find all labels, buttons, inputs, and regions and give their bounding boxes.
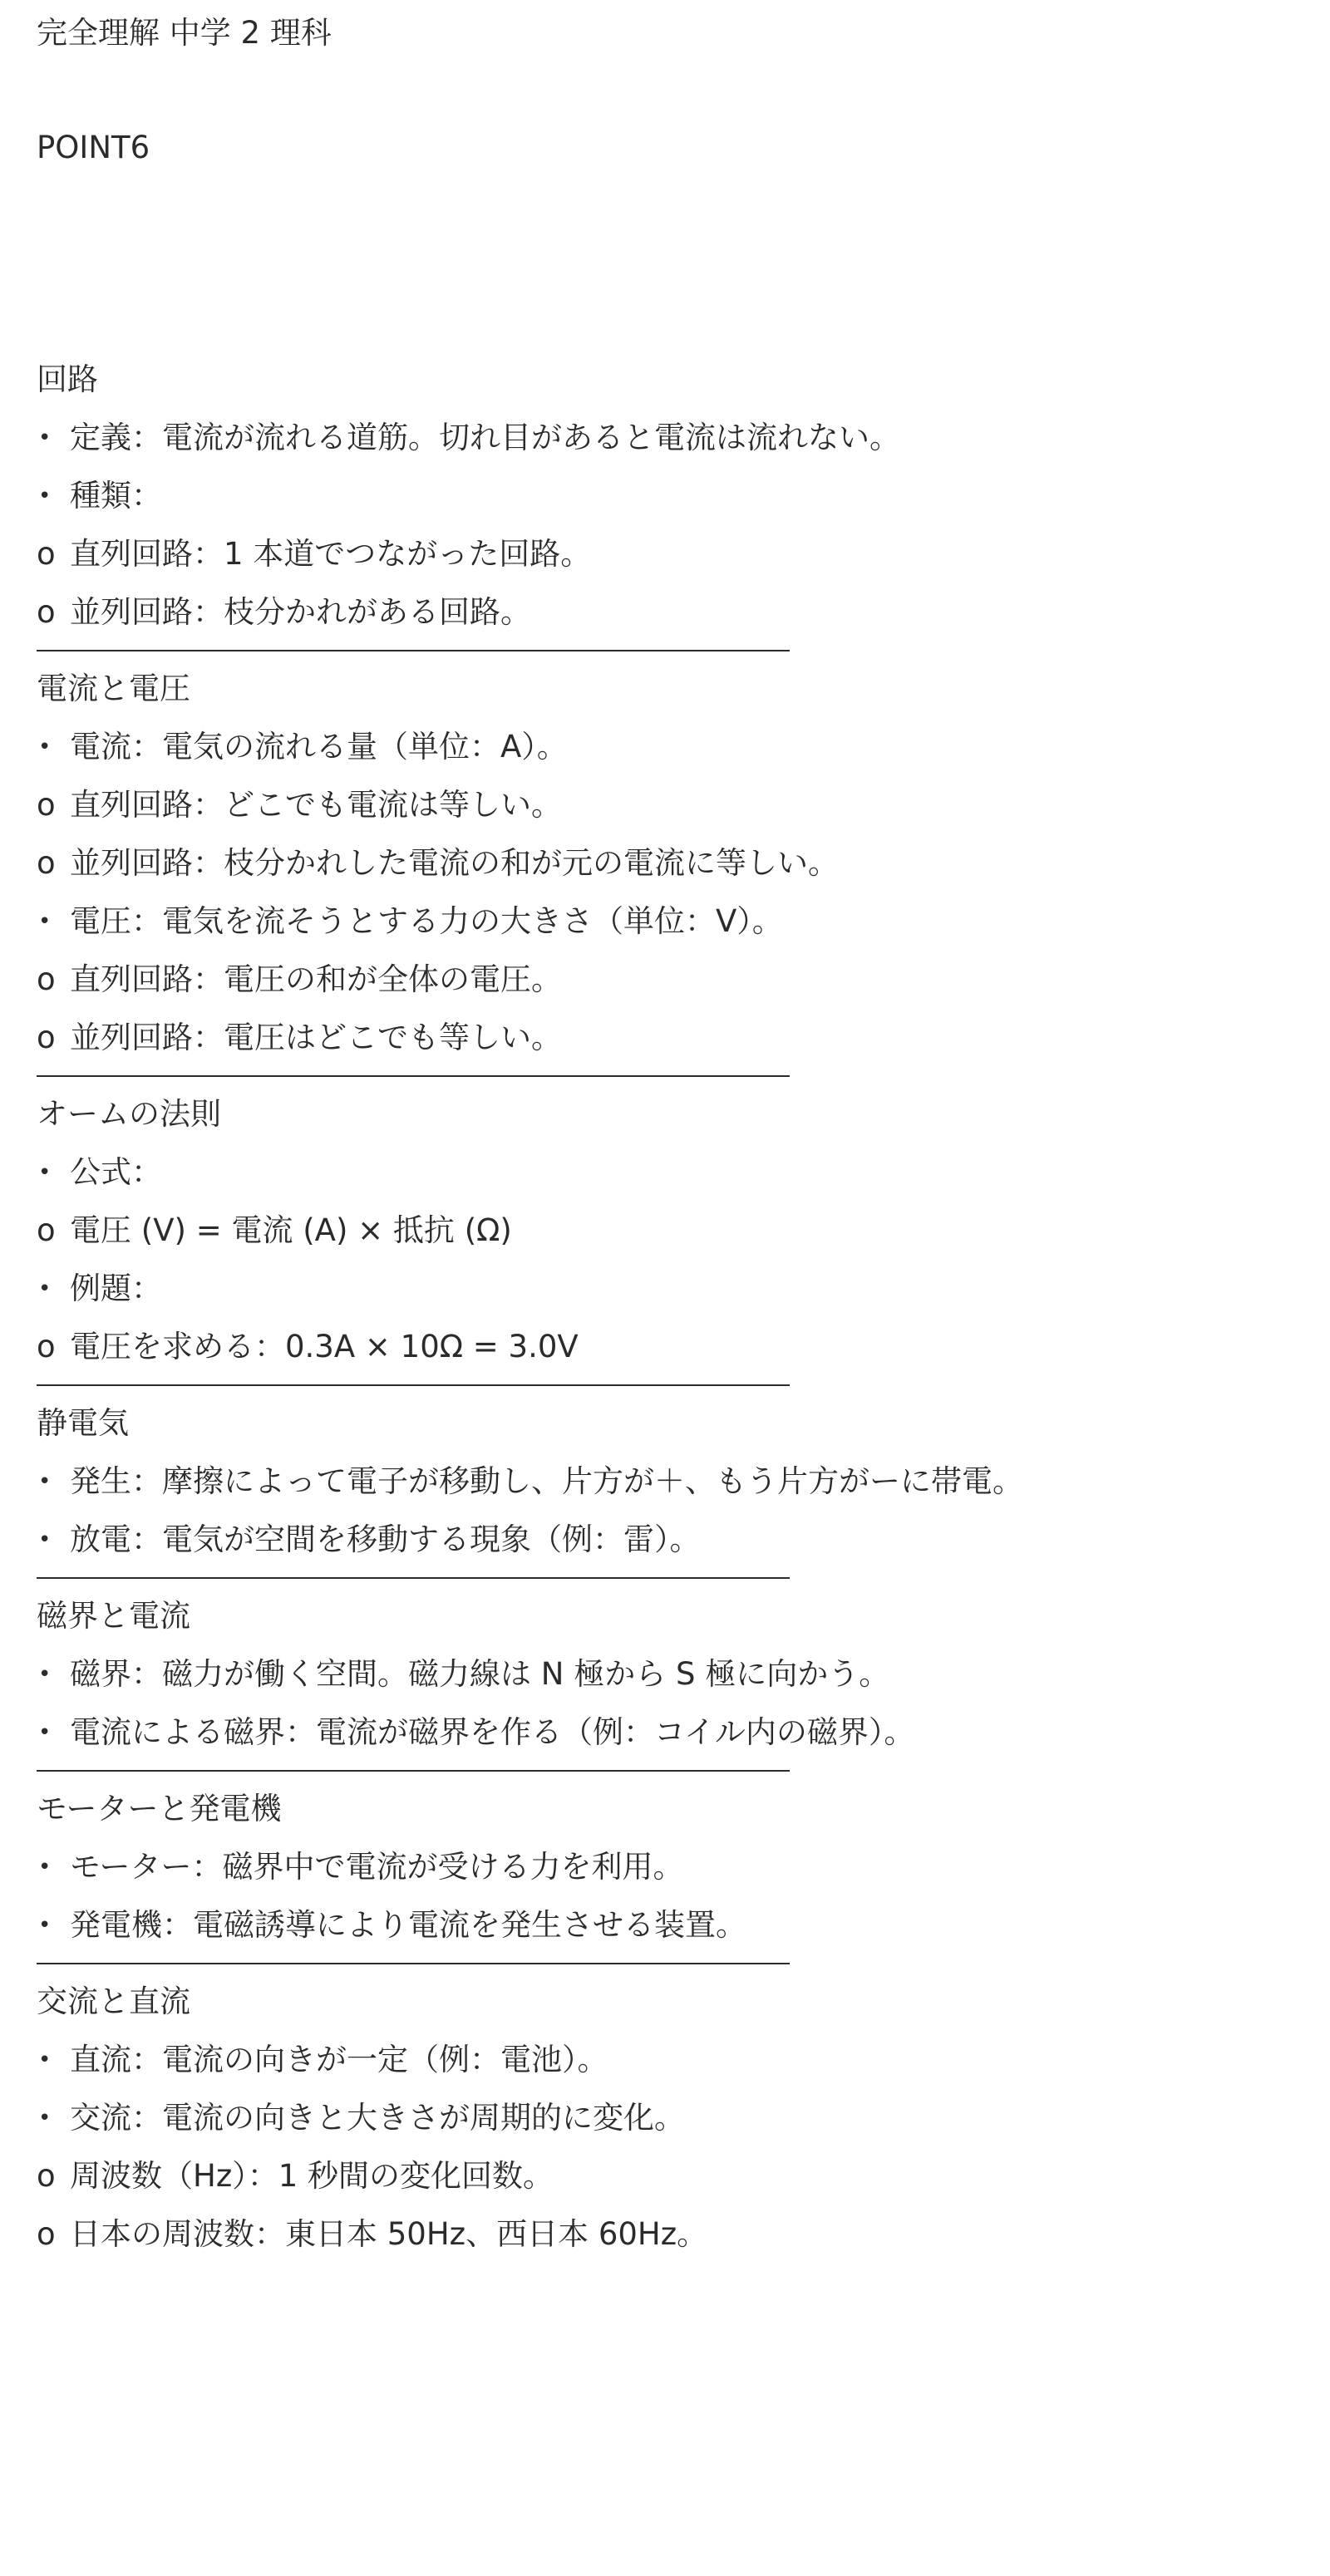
section-divider bbox=[37, 650, 790, 651]
section-heading: 静電気 bbox=[37, 1405, 129, 1441]
bullet-marker: • bbox=[38, 1913, 52, 1938]
sub-bullet-marker: o bbox=[37, 1212, 56, 1248]
section-heading: オームの法則 bbox=[37, 1096, 221, 1132]
sub-item bbox=[37, 1017, 1283, 1059]
notes-section bbox=[37, 668, 1283, 1059]
sub-item bbox=[37, 959, 1283, 1000]
section-divider bbox=[37, 1075, 790, 1077]
sub-bullet-marker: o bbox=[37, 1329, 56, 1364]
item-text: 並列回路：枝分かれした電流の和が元の電流に等しい。 bbox=[70, 845, 839, 881]
bullet-item bbox=[37, 1846, 1283, 1888]
sub-bullet-marker: o bbox=[37, 536, 56, 572]
item-text: 電流：電気の流れる量（単位：A）。 bbox=[70, 729, 568, 764]
bullet-marker: • bbox=[38, 1160, 52, 1185]
sub-bullet-marker: o bbox=[37, 2216, 56, 2252]
notes-section bbox=[37, 359, 1283, 633]
section-heading: 電流と電圧 bbox=[37, 671, 190, 706]
item-text: 発電機：電磁誘導により電流を発生させる装置。 bbox=[70, 1907, 746, 1943]
bullet-item bbox=[37, 1519, 1283, 1561]
item-text: 電流による磁界：電流が磁界を作る（例：コイル内の磁界）。 bbox=[70, 1714, 915, 1750]
sub-item bbox=[37, 784, 1283, 826]
section-divider bbox=[37, 1770, 790, 1772]
sub-bullet-marker: o bbox=[37, 2158, 56, 2194]
notes-section bbox=[37, 1981, 1283, 2255]
bullet-marker: • bbox=[38, 1662, 52, 1687]
item-text: 放電：電気が空間を移動する現象（例：雷）。 bbox=[70, 1522, 701, 1557]
document-header bbox=[37, 12, 332, 170]
item-text: 電圧を求める：0.3A × 10Ω = 3.0V bbox=[70, 1329, 579, 1364]
item-text: 電圧 (V) = 電流 (A) × 抵抗 (Ω) bbox=[70, 1212, 512, 1248]
notes-section bbox=[37, 1094, 1283, 1368]
bullet-marker: • bbox=[38, 1527, 52, 1552]
document-title: 完全理解 中学 2 理科 bbox=[37, 15, 332, 51]
sub-bullet-marker: o bbox=[37, 845, 56, 881]
bullet-item bbox=[37, 475, 1283, 517]
section-heading: 磁界と電流 bbox=[37, 1598, 190, 1634]
notes-section bbox=[37, 1595, 1283, 1753]
item-text: 日本の周波数：東日本 50Hz、西日本 60Hz。 bbox=[70, 2216, 708, 2252]
section-divider bbox=[37, 1963, 790, 1964]
item-text: 直流：電流の向きが一定（例：電池）。 bbox=[70, 2042, 608, 2077]
item-text: 種類： bbox=[70, 478, 162, 514]
bullet-item bbox=[37, 901, 1283, 942]
item-text: 直列回路：どこでも電流は等しい。 bbox=[70, 787, 562, 823]
bullet-marker: • bbox=[38, 425, 52, 450]
bullet-item bbox=[37, 2039, 1283, 2081]
bullet-item bbox=[37, 1461, 1283, 1502]
bullet-marker: • bbox=[38, 1469, 52, 1494]
sub-bullet-marker: o bbox=[37, 787, 56, 823]
bullet-item bbox=[37, 1905, 1283, 1946]
bullet-marker: • bbox=[38, 484, 52, 509]
item-text: 交流：電流の向きと大きさが周期的に変化。 bbox=[70, 2100, 685, 2136]
item-text: 並列回路：枝分かれがある回路。 bbox=[70, 594, 531, 630]
bullet-item bbox=[37, 1712, 1283, 1753]
item-text: 直列回路：1 本道でつながった回路。 bbox=[70, 536, 592, 572]
bullet-item bbox=[37, 1268, 1283, 1310]
bullet-marker: • bbox=[38, 1276, 52, 1301]
item-text: モーター：磁界中で電流が受ける力を利用。 bbox=[70, 1849, 684, 1885]
bullet-marker: • bbox=[38, 735, 52, 760]
item-text: 公式： bbox=[70, 1154, 162, 1190]
bullet-marker: • bbox=[38, 2048, 52, 2072]
sub-item bbox=[37, 592, 1283, 633]
item-text: 並列回路：電圧はどこでも等しい。 bbox=[70, 1020, 562, 1055]
sub-item bbox=[37, 2214, 1283, 2255]
item-text: 電圧：電気を流そうとする力の大きさ（単位：V）。 bbox=[70, 903, 783, 939]
bullet-marker: • bbox=[38, 1855, 52, 1880]
item-text: 周波数（Hz）：1 秒間の変化回数。 bbox=[70, 2158, 554, 2194]
bullet-marker: • bbox=[38, 1720, 52, 1745]
notes-section bbox=[37, 1788, 1283, 1946]
sub-item bbox=[37, 843, 1283, 884]
notes-section bbox=[37, 1403, 1283, 1561]
sub-bullet-marker: o bbox=[37, 961, 56, 997]
bullet-item bbox=[37, 1654, 1283, 1695]
bullet-item bbox=[37, 417, 1283, 459]
section-divider bbox=[37, 1577, 790, 1579]
item-text: 発生：摩擦によって電子が移動し、片方が＋、もう片方がーに帯電。 bbox=[70, 1463, 1023, 1499]
item-text: 直列回路：電圧の和が全体の電圧。 bbox=[70, 961, 562, 997]
bullet-item bbox=[37, 726, 1283, 768]
sub-bullet-marker: o bbox=[37, 1020, 56, 1055]
sub-item bbox=[37, 2156, 1283, 2197]
section-heading: モーターと発電機 bbox=[37, 1791, 282, 1826]
section-divider bbox=[37, 1384, 790, 1386]
sub-bullet-marker: o bbox=[37, 594, 56, 630]
item-text: 例題： bbox=[70, 1271, 162, 1306]
item-text: 磁界：磁力が働く空間。磁力線は N 極から S 極に向かう。 bbox=[70, 1656, 890, 1692]
sub-item bbox=[37, 1210, 1283, 1251]
notes-content bbox=[37, 359, 1283, 2272]
bullet-item bbox=[37, 1152, 1283, 1193]
section-heading: 回路 bbox=[37, 361, 98, 397]
item-text: 定義：電流が流れる道筋。切れ目があると電流は流れない。 bbox=[70, 420, 900, 455]
bullet-marker: • bbox=[38, 2106, 52, 2131]
bullet-marker: • bbox=[38, 909, 52, 934]
bullet-item bbox=[37, 2097, 1283, 2139]
sub-item bbox=[37, 533, 1283, 575]
point-label: POINT6 bbox=[37, 130, 150, 165]
sub-item bbox=[37, 1326, 1283, 1368]
section-heading: 交流と直流 bbox=[37, 1984, 190, 2019]
